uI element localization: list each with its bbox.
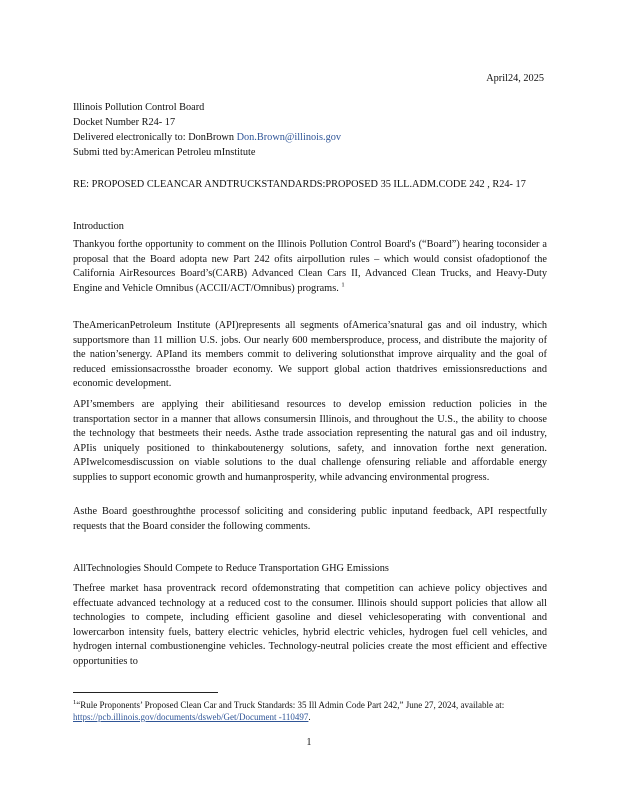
re-line: RE: PROPOSED CLEANCAR ANDTRUCKSTANDARDS:PROPOSED 35 ILL.ADM.CODE 242 , R24- 17 [73, 179, 526, 190]
page-number: 1 [306, 737, 312, 748]
footnote-marker: 1 [73, 699, 77, 706]
delivered-prefix: Delivered electronically to: DonBrown [73, 132, 237, 143]
email-link[interactable]: Don.Brown@illinois.gov [236, 132, 342, 143]
paragraph-1 [73, 238, 547, 296]
letter-date: April24, 2025 [486, 73, 544, 84]
footnote-ref[interactable]: 1 [341, 281, 345, 289]
delivered-line [73, 131, 341, 146]
footnote-divider [73, 692, 218, 693]
paragraph-1-text: Thankyou forthe opportunity to comment on the Illinois Pollution Control Board's (“Board”) hearing toconsider a proposal that the Board adopta new Part 242 ofits airpollution rules – which would consist ofadoptionof the California AirResources Board’s(CARB) Advanced Clean Cars II, Advanced Clean Trucks, and Heavy-Duty Engine and Vehicle Omnibus (ACCII/ACT/Omnibus) programs. [73, 239, 547, 294]
footnote-url-link[interactable]: https://pcb.illinois.gov/documents/dsweb/Get/Document -110497 [73, 712, 309, 722]
footnote-end: . [308, 712, 311, 722]
footnote-text: “Rule Proponents’ Proposed Clean Car and Truck Standards: 35 Ill Admin Code Part 242,” June 27, 2024, available at: [76, 700, 505, 710]
footnote [73, 699, 547, 723]
submitted-by-line: Submi tted by:American Petroleu mInstitute [73, 147, 256, 158]
paragraph-4: Asthe Board goesthroughthe processof soliciting and considering public inputand feedback, API respectfully requests that the Board consider the following comments. [73, 506, 547, 532]
section-heading-technologies: AllTechnologies Should Compete to Reduce Transportation GHG Emissions [73, 563, 389, 574]
paragraph-2: TheAmericanPetroleum Institute (API)represents all segments ofAmerica’snatural gas and oil industry, which supportsmore than 11 million U.S. jobs. Our nearly 600 membersproduce, process, and distribute the majority of the nation’senergy. APIand its members commit to delivering solutionsthat improve airquality and the goal of reduced emissionsacrossthe broader economy. We support global action thatdrives emissionsreductions and economic development. [73, 320, 547, 390]
paragraph-5: Thefree market hasa proventrack record ofdemonstrating that competition can achieve policy objectives and effectuate advanced technology at a reduced cost to the consumer. Illinois should support policies that allow all technologies to compete, including efficient gasoline and diesel vehiclesoperating with conventional and lowercarbon intensity fuels, battery electric vehicles, hybrid electric vehicles, hydrogen fuel cell vehicles, and hydrogen internal combustionengine vehicles. Technology-neutral policies create the most efficient and effective opportunities to [73, 583, 547, 667]
section-heading-introduction: Introduction [73, 221, 124, 232]
recipient-line: Illinois Pollution Control Board [73, 102, 205, 113]
docket-line: Docket Number R24- 17 [73, 117, 176, 128]
paragraph-3: API’smembers are applying their abilitiesand resources to develop emission reduction policies in the transportation sector in a manner that allows consumersin Illinois, and throughout the U.S., the ability to choose the technology that bestmeets their needs. Asthe trade association representing the natural gas and oil industry, APIis uniquely positioned to thinkaboutenergy solutions, safety, and innovation forthe next generation. APIwelcomesdiscussion on viable solutions to the dual challenge ofensuring reliable and affordable energy supplies to support economic growth and humanprosperity, while advancing environmental progress. [73, 399, 547, 483]
